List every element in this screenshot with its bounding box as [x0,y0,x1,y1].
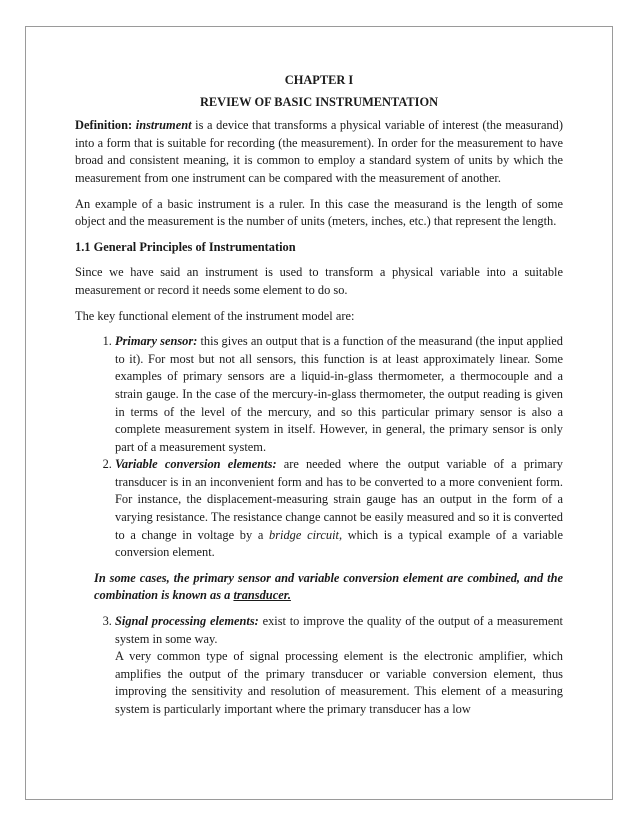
item3-text: exist to improve the quality of the output of a measurement system in some way. [115,614,563,646]
element-list-continued [75,613,563,719]
list-item-signal-processing [115,613,563,719]
definition-term: instrument [135,118,192,133]
definition-lead: Definition: [75,118,133,133]
list-item-primary-sensor [115,333,563,456]
item2-title: Variable conversion elements: [115,457,277,472]
transducer-note [94,570,563,605]
item2-text-before: are needed where the output variable of a primary transducer is in an inconvenient form and has to be converted to a more convenient form. For instance, the displacement-measuring strain gauge has an output in the form of a varying resistance. The resistance change cannot be easily measured and so it is converted to a change in voltage by a [115,457,564,542]
example-paragraph: An example of a basic instrument is a ruler. In this case the measurand is the length of some object and the measurement is the number of units (meters, inches, etc.) that represent the length. [75,196,563,229]
section-intro: Since we have said an instrument is used to transform a physical variable into a suitable measurement or record it needs some element to do so. [75,265,563,297]
item3-title: Signal processing elements: [115,614,259,629]
chapter-title: REVIEW OF BASIC INSTRUMENTATION [199,94,439,109]
list-item-variable-conversion [115,456,563,562]
document-body [75,70,563,727]
item3-continuation: A very common type of signal processing element is the electronic amplifier, which amplifies the output of the primary transducer or variable conversion element, thus improving the sensitivity and resolution of measurement. This element of a measuring system is particularly important where the primary transducer has a low [115,649,563,716]
element-list [75,333,563,562]
item2-text-after: , which is a typical example of a variable conversion element. [115,527,563,560]
note-text: In some cases, the primary sensor and variable conversion element are combined, and the combination is known as a [94,570,563,603]
definition-text: is a device that transforms a physical variable of interest (the measurand) into a form that is suitable for recording (the measurement). In order for the measurement to have broad and consistent meaning, it is common to employ a standard system of units by which the measurement from one instrument can be compared with the measurement of another. [75,118,563,185]
item1-text: this gives an output that is a function of the measurand (the input applied to it). For most but not all sensors, this function is at least approximately linear. Some examples of primary sensors are a liquid-in-glass thermometer, a thermocouple and a strain gauge. In the case of the mercury-in-glass thermometer, the output reading is given in terms of the level of the mercury, and so this particular primary sensor is also a complete measurement system in itself. However, in general, the primary sensor is only part of a measurement system. [115,334,563,454]
section-heading: 1.1 General Principles of Instrumentation [75,239,296,254]
definition-paragraph [75,117,563,187]
key-elements-line: The key functional element of the instrument model are: [75,308,355,323]
note-term: transducer. [233,588,291,603]
item2-italic: bridge circuit [269,527,339,542]
item1-title: Primary sensor: [115,334,198,349]
chapter-label: CHAPTER I [284,73,354,87]
